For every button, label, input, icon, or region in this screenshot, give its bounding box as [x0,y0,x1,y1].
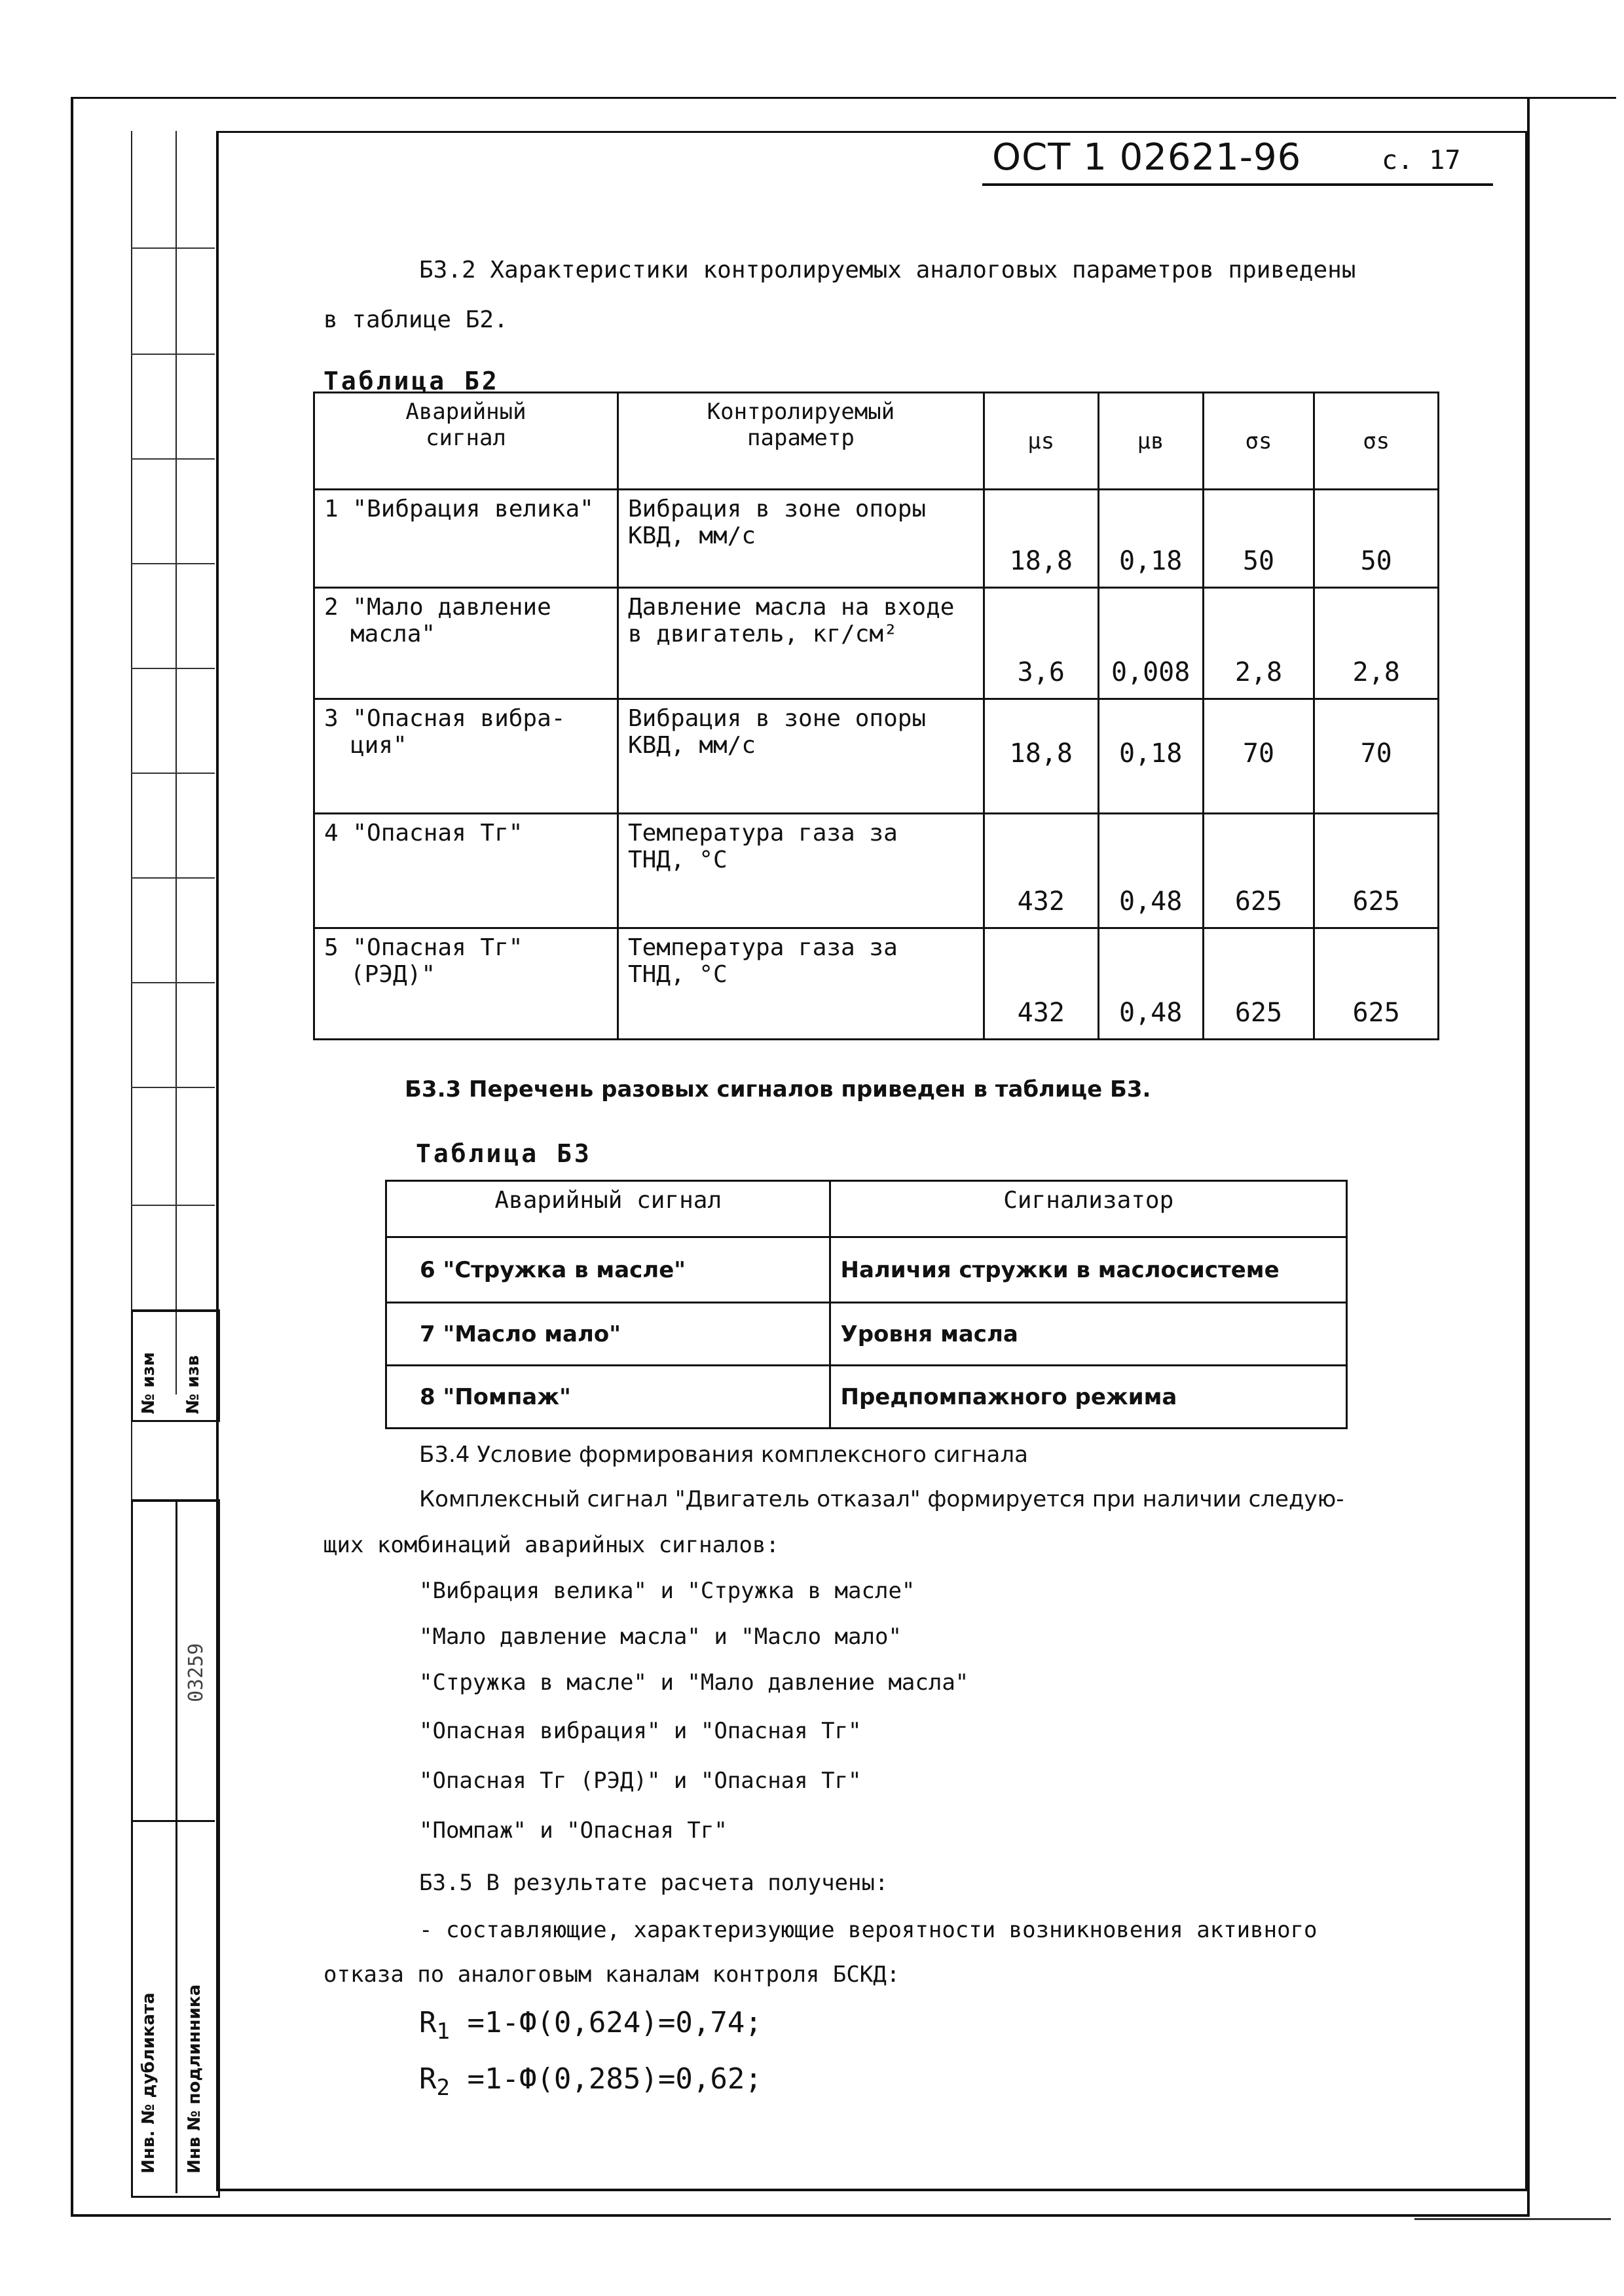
stamp-number: 03259 [185,1643,208,1702]
formula-lhs: R [419,2062,437,2096]
label-inv-podl: Инв № подлинника [185,1984,204,2174]
margin-tick [131,982,215,983]
cell-mu-b: 0,18 [1098,490,1203,588]
margin-tick [131,1820,215,1822]
b35-title: Б3.5 В результате расчета получены: [419,1870,889,1896]
cell-signal: 4 "Опасная Tг" [314,814,618,928]
cell-indicator: Наличия стружки в маслосистеме [830,1237,1347,1303]
b34-title: Б3.4 Условие формирования комплексного сигнала [419,1442,1028,1468]
th-mu-b: μв [1098,393,1203,490]
cell-mu-b: 0,48 [1098,928,1203,1040]
formula-sub: 1 [436,2018,450,2045]
cell-signal: 2 "Мало давление масла" [314,588,618,699]
table-row [386,1366,1347,1429]
cell-sigma-1: 625 [1203,814,1314,928]
table-b3-header-row [386,1181,1347,1237]
table-row [386,1237,1347,1303]
document-code: ОСТ 1 02621-96 [992,136,1302,179]
cell-mu-b: 0,008 [1098,588,1203,699]
combo-2: "Мало давление масла" и "Масло мало" [419,1624,902,1650]
cell-sigma-2: 625 [1314,928,1439,1040]
table-b3-caption: Таблица Б3 [416,1139,592,1168]
table-b2-header-row [314,393,1439,490]
combo-3: "Стружка в масле" и "Мало давление масла" [419,1669,969,1696]
table-row [386,1303,1347,1366]
cell-mu-b: 0,18 [1098,699,1203,814]
label-inv-dubl: Инв. № дубликата [139,1992,158,2174]
label-izm: № изм [139,1352,158,1414]
cell-sigma-1: 50 [1203,490,1314,588]
cell-param: Температура газа за ТНД, °С [618,814,984,928]
cell-sigma-1: 70 [1203,699,1314,814]
margin-tick [131,247,215,249]
cell-mu-b: 0,48 [1098,814,1203,928]
cell-param: Вибрация в зоне опоры КВД, мм/с [618,699,984,814]
cell-sigma-2: 50 [1314,490,1439,588]
cell-signal: 6 "Стружка в масле" [386,1237,830,1303]
formula-rhs: =1-Ф(0,285)=0,62; [467,2062,762,2096]
cell-indicator: Уровня масла [830,1303,1347,1366]
b34-line1: Комплексный сигнал "Двигатель отказал" формируется при наличии следую- [419,1486,1344,1512]
cell-sigma-1: 625 [1203,928,1314,1040]
margin-tick [131,458,215,460]
header-rule [982,183,1493,186]
formula-sub: 2 [436,2074,450,2101]
combo-5: "Опасная Tг (РЭД)" и "Опасная Tг" [419,1768,862,1794]
table-row [314,490,1439,588]
cell-mu-s: 432 [984,928,1098,1040]
cell-param: Температура газа за ТНД, °С [618,928,984,1040]
th-sigma-1: σs [1203,393,1314,490]
th-indicator: Сигнализатор [830,1181,1347,1237]
page-bottom-rule [1414,2218,1611,2220]
cell-mu-s: 18,8 [984,699,1098,814]
table-row [314,928,1439,1040]
formula-r2 [419,2062,762,2101]
b32-line1: Б3.2 Характеристики контролируемых аналоговых параметров приведены [419,257,1356,283]
cell-mu-s: 3,6 [984,588,1098,699]
table-b2 [313,392,1439,1040]
b33-text: Б3.3 Перечень разовых сигналов приведен в таблице Б3. [405,1076,1151,1102]
cell-param: Вибрация в зоне опоры КВД, мм/с [618,490,984,588]
cell-sigma-1: 2,8 [1203,588,1314,699]
b35-line1: - составляющие, характеризующие вероятности возникновения активного [419,1917,1318,1943]
margin-tick [131,1087,215,1088]
margin-tick [131,668,215,669]
page-number: с. 17 [1382,145,1461,175]
cell-sigma-2: 625 [1314,814,1439,928]
th-param: Контролируемый параметр [618,393,984,490]
th-mu-s: μs [984,393,1098,490]
cell-signal: 7 "Масло мало" [386,1303,830,1366]
cell-signal: 1 "Вибрация велика" [314,490,618,588]
margin-column-line [175,1499,177,2193]
th-signal: Аварийный сигнал [314,393,618,490]
cell-param: Давление масла на входе в двигатель, кг/см² [618,588,984,699]
b34-line2: щих комбинаций аварийных сигналов: [323,1532,779,1558]
label-izv: № изв [183,1355,203,1414]
margin-tick [131,773,215,774]
th-sigma-2: σs [1314,393,1439,490]
margin-tick [131,563,215,564]
cell-indicator: Предпомпажного режима [830,1366,1347,1429]
combo-1: "Вибрация велика" и "Стружка в масле" [419,1578,915,1604]
cell-mu-s: 432 [984,814,1098,928]
cell-signal: 8 "Помпаж" [386,1366,830,1429]
table-row [314,588,1439,699]
cell-signal: 3 "Опасная вибра- ция" [314,699,618,814]
formula-rhs: =1-Ф(0,624)=0,74; [467,2006,762,2039]
cell-signal: 5 "Опасная Tг" (РЭД)" [314,928,618,1040]
table-row [314,814,1439,928]
margin-tick [131,354,215,355]
formula-r1 [419,2006,762,2045]
combo-6: "Помпаж" и "Опасная Tг" [419,1817,728,1844]
cell-sigma-2: 2,8 [1314,588,1439,699]
th-signal: Аварийный сигнал [386,1181,830,1237]
margin-tick [131,1205,215,1206]
formula-lhs: R [419,2006,437,2039]
b35-line2: отказа по аналоговым каналам контроля БСКД: [323,1961,900,1988]
b32-line2: в таблице Б2. [323,306,508,333]
cell-mu-s: 18,8 [984,490,1098,588]
table-b3 [385,1180,1348,1429]
cell-sigma-2: 70 [1314,699,1439,814]
margin-tick [131,877,215,879]
table-row [314,699,1439,814]
combo-4: "Опасная вибрация" и "Опасная Tг" [419,1718,862,1744]
table-b2-caption: Таблица Б2 [323,367,500,395]
